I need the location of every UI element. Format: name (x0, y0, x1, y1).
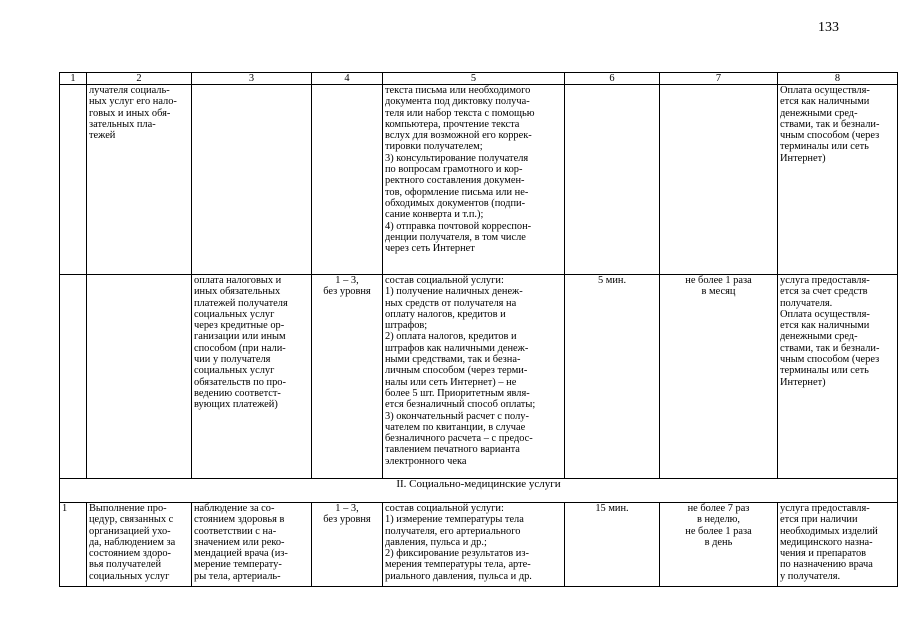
section-row (60, 479, 898, 503)
cell-text-line: обходимых документов (подпи- (385, 197, 526, 209)
cell-text-line: без уровня (323, 514, 371, 526)
column-number: 6 (565, 73, 660, 85)
cell-text-line: 5 мин. (597, 275, 627, 286)
column-number: 4 (312, 73, 383, 85)
cell-text-line: чным способом (через (780, 130, 880, 142)
cell-text-line: тов, оформление письма или не- (385, 186, 529, 198)
section-title: II. Социально-медицинские услуги (60, 479, 898, 503)
cell-text-line: иных обязательных (194, 286, 281, 298)
cell-text-line: ется как наличными (780, 96, 870, 108)
cell-text-line: через сеть Интернет (385, 243, 475, 255)
cell-text-line: риального давления, пульса и др. (385, 570, 532, 582)
cell-text-line: терминалы или сеть (780, 365, 869, 377)
cell-text-line: соответствии с на- (194, 525, 277, 537)
cell-text-line: значением или реко- (194, 536, 285, 548)
cell-text-line: наблюдение за со- (194, 503, 275, 514)
cell-text-line: говых и иных обя- (89, 107, 171, 119)
cell-text-line: зательных пла- (89, 118, 156, 130)
cell-text-line: 1 – 3, (335, 275, 359, 286)
cell-text-line: ется безналичный способ оплаты; (385, 399, 536, 411)
cell-text-line: ных услуг его нало- (89, 96, 177, 108)
cell-text-line: Оплата осуществля- (780, 308, 870, 320)
cell-composition (383, 85, 565, 275)
cell-text-line: оплату налогов, кредитов и (385, 308, 506, 320)
cell-text-line: получателя, его артериального (385, 525, 521, 537)
cell-text-line: тировки получателем; (385, 141, 483, 153)
cell-text-line: по назначению врача (780, 559, 873, 571)
cell-text-line: медицинского назна- (780, 536, 873, 548)
cell-text-line: Интернет) (780, 152, 826, 164)
cell-text-line: 1 – 3, (335, 503, 359, 514)
cell-text-line: ется за счет средств (780, 286, 868, 298)
cell-text-line: мерение температу- (194, 559, 282, 571)
cell-conditions (778, 85, 898, 275)
cell-text-line: платежей получателя (194, 297, 288, 309)
page-number: 133 (818, 20, 839, 35)
cell-text-line: состав социальной услуги: (385, 275, 504, 286)
cell-text-line: штрафов; (385, 320, 428, 332)
cell-text-line: документа под диктовку получа- (385, 96, 530, 108)
cell-text-line: цедур, связанных с (89, 514, 174, 526)
cell-text-line: услуга предоставля- (780, 503, 870, 514)
cell-level (312, 275, 383, 479)
cell-text-line: по вопросам грамотного и кор- (385, 164, 523, 176)
cell-composition (383, 503, 565, 587)
cell-text-line: ректного составления докумен- (385, 175, 525, 187)
cell-text-line: штрафов как наличными денеж- (385, 342, 529, 354)
cell-text-line: получателя. (780, 297, 833, 309)
cell-text-line: мендацией врача (из- (194, 548, 288, 560)
cell-text-line: через кредитные ор- (194, 320, 285, 332)
cell-text-line: организацией ухо- (89, 525, 171, 537)
cell-text-line: терминалы или сеть (780, 141, 869, 153)
cell-text-line: в день (704, 536, 733, 548)
cell-text-line: стоянием здоровья в (194, 514, 285, 526)
cell-text-line: теля или набор текста с помощью (385, 107, 535, 119)
cell-text-line: денции получателя, в том числе (385, 231, 526, 243)
cell-text-line: тавлением печатного варианта (385, 444, 520, 456)
cell-number (60, 275, 87, 479)
column-number-header (60, 73, 898, 85)
column-number: 7 (660, 73, 778, 85)
cell-text-line: без уровня (323, 286, 371, 298)
cell-service-name (87, 503, 192, 587)
cell-text-line: оплата налоговых и (194, 275, 282, 286)
table-row (60, 503, 898, 587)
cell-text-line: тежей (89, 130, 116, 142)
cell-text-line: 2) оплата налогов, кредитов и (385, 331, 517, 343)
column-number: 2 (87, 73, 192, 85)
cell-composition (383, 275, 565, 479)
cell-text-line: ных средств от получателя на (385, 297, 517, 309)
cell-text-line: необходимых изделий (780, 525, 878, 537)
cell-text-line: денежными сред- (780, 107, 858, 119)
cell-text-line: ствами, так и безнали- (780, 342, 880, 354)
cell-text-line: социальных услуг (194, 308, 275, 320)
cell-number: 1 (60, 503, 87, 587)
cell-text-line: ганизации или иным (194, 331, 286, 343)
cell-duration (565, 85, 660, 275)
cell-text-line: 3) окончательный расчет с полу- (385, 410, 529, 422)
cell-text-line: ведению соответст- (194, 387, 281, 399)
cell-text-line: в неделю, (697, 514, 740, 526)
cell-text-line: ется при наличии (780, 514, 858, 526)
cell-text-line: давления, пульса и др.; (385, 536, 487, 548)
cell-text-line: не более 1 раза (685, 275, 752, 286)
cell-text-line: текста письма или необходимого (385, 85, 531, 96)
cell-service-name (87, 275, 192, 479)
cell-text-line: 15 мин. (595, 503, 629, 514)
cell-text-line: ными средствами, так и безна- (385, 354, 521, 366)
cell-text-line: социальных услуг (89, 570, 170, 582)
cell-text-line: состоянием здоро- (89, 548, 172, 560)
cell-text-line: Интернет) (780, 376, 826, 388)
cell-text-line: безналичного расчета – с предос- (385, 433, 533, 445)
cell-text-line: состав социальной услуги: (385, 503, 504, 514)
cell-text-line: компьютера, прочтение текста (385, 118, 520, 130)
cell-text-line: вующих платежей) (194, 399, 278, 411)
cell-level (312, 503, 383, 587)
cell-text-line: да, наблюдением за (89, 536, 176, 548)
cell-text-line: ствами, так и безнали- (780, 118, 880, 130)
cell-text-line: личным способом (через терми- (385, 365, 528, 377)
cell-text-line: 4) отправка почтовой корреспон- (385, 220, 532, 232)
cell-frequency (660, 503, 778, 587)
cell-text-line: социальных услуг (194, 365, 275, 377)
cell-number (60, 85, 87, 275)
cell-text-line: лучателя социаль- (89, 85, 170, 96)
column-number: 3 (192, 73, 312, 85)
cell-text-line: мерения температуры тела, арте- (385, 559, 531, 571)
cell-text-line: сание конверта и т.п.); (385, 209, 484, 221)
column-number: 8 (778, 73, 898, 85)
cell-text-line: обязательств по про- (194, 376, 286, 388)
cell-text-line: не более 7 раз (687, 503, 750, 514)
cell-conditions (778, 275, 898, 479)
cell-level (312, 85, 383, 275)
cell-text-line: более 5 шт. Приоритетным явля- (385, 387, 530, 399)
cell-text-line: чателем по квитанции, в случае (385, 421, 526, 433)
cell-text-line: способом (при нали- (194, 342, 286, 354)
cell-text-line: чным способом (через (780, 354, 880, 366)
services-table (59, 72, 898, 587)
column-number: 1 (60, 73, 87, 85)
cell-text-line: у получателя. (780, 570, 841, 582)
table-row (60, 275, 898, 479)
cell-text-line: в месяц (701, 286, 736, 298)
cell-service-name (87, 85, 192, 275)
cell-text-line: услуга предоставля- (780, 275, 870, 286)
cell-frequency (660, 275, 778, 479)
cell-description (192, 503, 312, 587)
cell-text-line: вслух для возможной его коррек- (385, 130, 532, 142)
cell-text-line: вья получателей (89, 559, 162, 571)
cell-text-line: налы или сеть Интернет) – не (385, 376, 517, 388)
cell-text-line: ры тела, артериаль- (194, 570, 281, 582)
cell-text-line: 3) консультирование получателя (385, 152, 529, 164)
cell-duration (565, 503, 660, 587)
cell-description (192, 275, 312, 479)
cell-text-line: Оплата осуществля- (780, 85, 870, 96)
cell-text-line: электронного чека (385, 455, 467, 467)
cell-text-line: денежными сред- (780, 331, 858, 343)
cell-description (192, 85, 312, 275)
cell-text-line: 1) измерение температуры тела (385, 514, 524, 526)
cell-text-line: чии у получателя (194, 354, 271, 366)
cell-duration (565, 275, 660, 479)
column-number: 5 (383, 73, 565, 85)
cell-text-line: чения и препаратов (780, 548, 867, 560)
table-row (60, 85, 898, 275)
cell-conditions (778, 503, 898, 587)
cell-text-line: 1) получение наличных денеж- (385, 286, 523, 298)
cell-frequency (660, 85, 778, 275)
cell-text-line: ется как наличными (780, 320, 870, 332)
cell-text-line: Выполнение про- (89, 503, 167, 514)
cell-text-line: 2) фиксирование результатов из- (385, 548, 529, 560)
cell-text-line: не более 1 раза (685, 525, 752, 537)
